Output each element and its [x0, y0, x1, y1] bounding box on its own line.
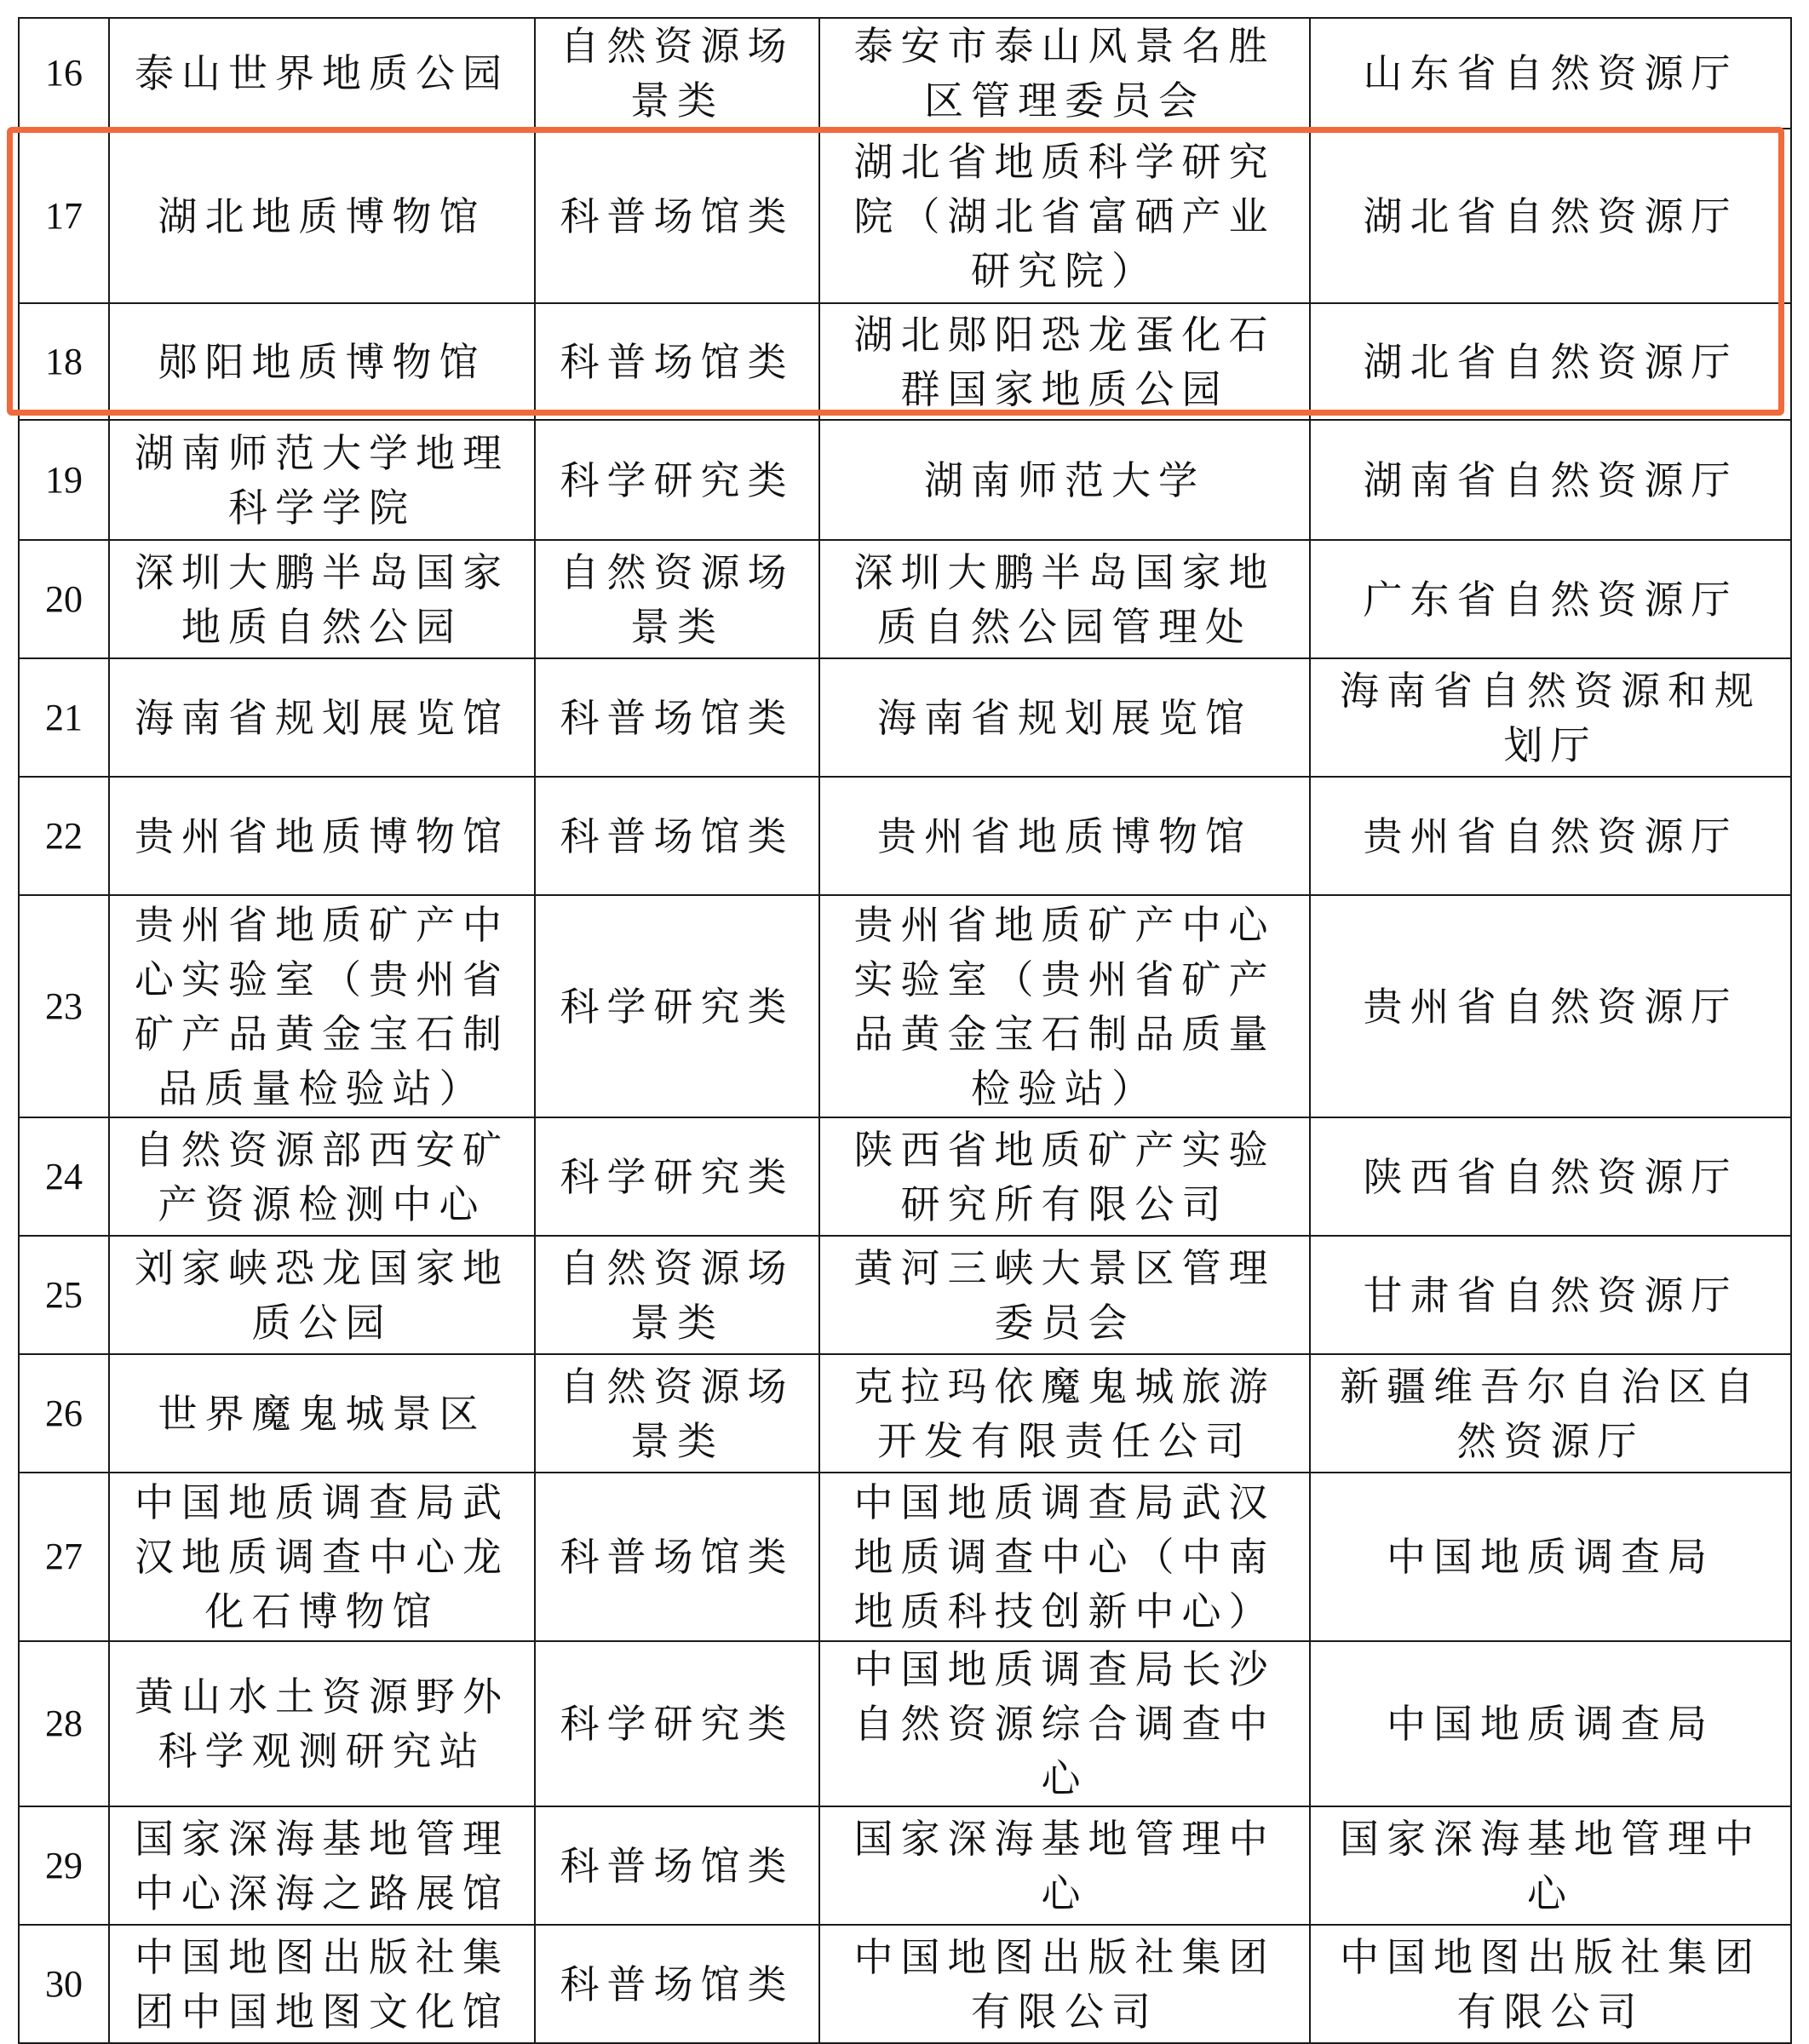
host-unit: 贵州省地质矿产中心实验室（贵州省矿产品黄金宝石制品质量检验站）	[819, 895, 1310, 1117]
table-row	[19, 658, 1791, 777]
recommending-unit: 山东省自然资源厅	[1310, 18, 1791, 129]
host-unit: 湖北省地质科学研究院（湖北省富硒产业研究院）	[819, 129, 1310, 303]
table-row	[19, 303, 1791, 420]
table-row	[19, 420, 1791, 540]
category: 科普场馆类	[535, 658, 819, 777]
table-row	[19, 1117, 1791, 1236]
host-unit: 深圳大鹏半岛国家地质自然公园管理处	[819, 540, 1310, 658]
recommending-unit: 中国地质调查局	[1310, 1473, 1791, 1641]
row-number: 29	[19, 1806, 109, 1925]
recommending-unit: 贵州省自然资源厅	[1310, 895, 1791, 1117]
category: 科普场馆类	[535, 1473, 819, 1641]
site-name: 刘家峡恐龙国家地质公园	[109, 1236, 535, 1354]
category: 科普场馆类	[535, 1925, 819, 2043]
recommending-unit: 湖南省自然资源厅	[1310, 420, 1791, 540]
recommending-unit: 国家深海基地管理中心	[1310, 1806, 1791, 1925]
category: 自然资源场景类	[535, 540, 819, 658]
recommending-unit: 贵州省自然资源厅	[1310, 777, 1791, 895]
site-name: 世界魔鬼城景区	[109, 1354, 535, 1473]
category: 科普场馆类	[535, 303, 819, 420]
host-unit: 国家深海基地管理中心	[819, 1806, 1310, 1925]
host-unit: 中国地图出版社集团有限公司	[819, 1925, 1310, 2043]
host-unit: 中国地质调查局武汉地质调查中心（中南地质科技创新中心）	[819, 1473, 1310, 1641]
recommending-unit: 甘肃省自然资源厅	[1310, 1236, 1791, 1354]
site-name: 自然资源部西安矿产资源检测中心	[109, 1117, 535, 1236]
row-number: 24	[19, 1117, 109, 1236]
site-name: 深圳大鹏半岛国家地质自然公园	[109, 540, 535, 658]
recommending-unit: 中国地质调查局	[1310, 1641, 1791, 1806]
row-number: 28	[19, 1641, 109, 1806]
host-unit: 泰安市泰山风景名胜区管理委员会	[819, 18, 1310, 129]
category: 自然资源场景类	[535, 18, 819, 129]
table-row	[19, 895, 1791, 1117]
table-row	[19, 129, 1791, 303]
host-unit: 贵州省地质博物馆	[819, 777, 1310, 895]
row-number: 30	[19, 1925, 109, 2043]
recommending-unit: 湖北省自然资源厅	[1310, 129, 1791, 303]
recommending-unit: 中国地图出版社集团有限公司	[1310, 1925, 1791, 2043]
recommending-unit: 广东省自然资源厅	[1310, 540, 1791, 658]
row-number: 16	[19, 18, 109, 129]
unit-list-table	[18, 17, 1792, 2044]
host-unit: 海南省规划展览馆	[819, 658, 1310, 777]
recommending-unit: 陕西省自然资源厅	[1310, 1117, 1791, 1236]
host-unit: 中国地质调查局长沙自然资源综合调查中心	[819, 1641, 1310, 1806]
category: 科普场馆类	[535, 129, 819, 303]
table-row	[19, 1806, 1791, 1925]
site-name: 郧阳地质博物馆	[109, 303, 535, 420]
site-name: 贵州省地质博物馆	[109, 777, 535, 895]
row-number: 20	[19, 540, 109, 658]
row-number: 22	[19, 777, 109, 895]
site-name: 海南省规划展览馆	[109, 658, 535, 777]
site-name: 贵州省地质矿产中心实验室（贵州省矿产品黄金宝石制品质量检验站）	[109, 895, 535, 1117]
table-row	[19, 1925, 1791, 2043]
site-name: 国家深海基地管理中心深海之路展馆	[109, 1806, 535, 1925]
site-name: 湖北地质博物馆	[109, 129, 535, 303]
table-row	[19, 540, 1791, 658]
site-name: 黄山水土资源野外科学观测研究站	[109, 1641, 535, 1806]
table-row	[19, 1473, 1791, 1641]
row-number: 23	[19, 895, 109, 1117]
category: 自然资源场景类	[535, 1236, 819, 1354]
category: 科学研究类	[535, 420, 819, 540]
table-row	[19, 1641, 1791, 1806]
row-number: 27	[19, 1473, 109, 1641]
table-row	[19, 777, 1791, 895]
site-name: 中国地图出版社集团中国地图文化馆	[109, 1925, 535, 2043]
category: 自然资源场景类	[535, 1354, 819, 1473]
table-row	[19, 1354, 1791, 1473]
host-unit: 黄河三峡大景区管理委员会	[819, 1236, 1310, 1354]
category: 科普场馆类	[535, 1806, 819, 1925]
row-number: 18	[19, 303, 109, 420]
table-row	[19, 18, 1791, 129]
recommending-unit: 海南省自然资源和规划厅	[1310, 658, 1791, 777]
category: 科普场馆类	[535, 777, 819, 895]
site-name: 中国地质调查局武汉地质调查中心龙化石博物馆	[109, 1473, 535, 1641]
host-unit: 湖北郧阳恐龙蛋化石群国家地质公园	[819, 303, 1310, 420]
row-number: 21	[19, 658, 109, 777]
row-number: 19	[19, 420, 109, 540]
host-unit: 陕西省地质矿产实验研究所有限公司	[819, 1117, 1310, 1236]
table-row	[19, 1236, 1791, 1354]
row-number: 17	[19, 129, 109, 303]
site-name: 泰山世界地质公园	[109, 18, 535, 129]
host-unit: 湖南师范大学	[819, 420, 1310, 540]
category: 科学研究类	[535, 1641, 819, 1806]
category: 科学研究类	[535, 1117, 819, 1236]
site-name: 湖南师范大学地理科学学院	[109, 420, 535, 540]
recommending-unit: 新疆维吾尔自治区自然资源厅	[1310, 1354, 1791, 1473]
row-number: 25	[19, 1236, 109, 1354]
recommending-unit: 湖北省自然资源厅	[1310, 303, 1791, 420]
host-unit: 克拉玛依魔鬼城旅游开发有限责任公司	[819, 1354, 1310, 1473]
row-number: 26	[19, 1354, 109, 1473]
category: 科学研究类	[535, 895, 819, 1117]
